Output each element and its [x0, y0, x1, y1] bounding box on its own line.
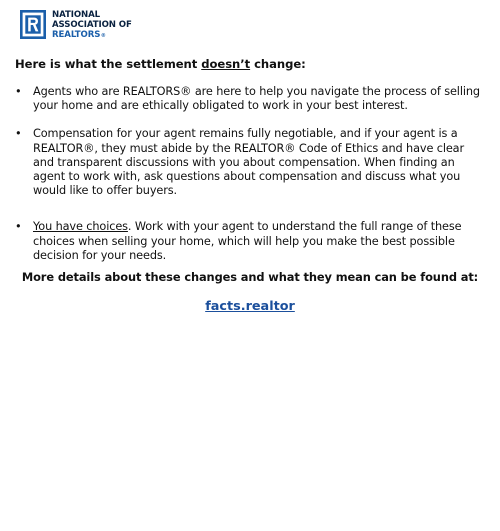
- registered-mark: ®: [100, 32, 106, 39]
- bullet-text: Agents who are REALTORS® are here to help you navigate the process of selling your home and are ethically obligated to work in your best interest.: [33, 85, 480, 113]
- settlement-points-list: [0, 85, 500, 263]
- nar-logo[interactable]: [20, 10, 132, 40]
- bullet-text: . Work with your agent to understand the full range of these choices when selling your home, which will help you make the best possible decision for your needs.: [33, 220, 462, 262]
- more-details-text: More details about these changes and what they mean can be found at:: [21, 270, 479, 284]
- logo-line-1: NATIONAL: [52, 10, 101, 20]
- bullet-dot: •: [15, 127, 22, 141]
- heading-suffix: change:: [250, 57, 306, 71]
- list-item: [0, 220, 483, 263]
- facts-realtor-link[interactable]: facts.realtor: [205, 299, 295, 314]
- logo-wordmark: [52, 10, 132, 40]
- list-item: [0, 127, 483, 198]
- heading-emphasis: doesn’t: [201, 57, 251, 71]
- logo-line-3-text: REALTORS: [52, 29, 101, 40]
- bullet-dot: •: [15, 220, 22, 234]
- logo-line-3: [52, 31, 132, 41]
- bullet-lead: You have choices: [33, 220, 128, 234]
- heading-prefix: Here is what the settlement: [15, 57, 202, 71]
- bullet-dot: •: [15, 85, 22, 98]
- settlement-heading: [15, 57, 306, 71]
- realtor-r-icon: [20, 10, 46, 39]
- logo-line-2: ASSOCIATION OF: [52, 19, 132, 30]
- bullet-text: Compensation for your agent remains fully negotiable, and if your agent is a REALTOR®, they must abide by the REALTOR® Code of Ethics and have clear and transparent discussions with you about compensation. When finding an agent to work with, ask questions about compensation and discuss what you would like to offer buyers.: [33, 127, 465, 198]
- list-item: [0, 85, 483, 113]
